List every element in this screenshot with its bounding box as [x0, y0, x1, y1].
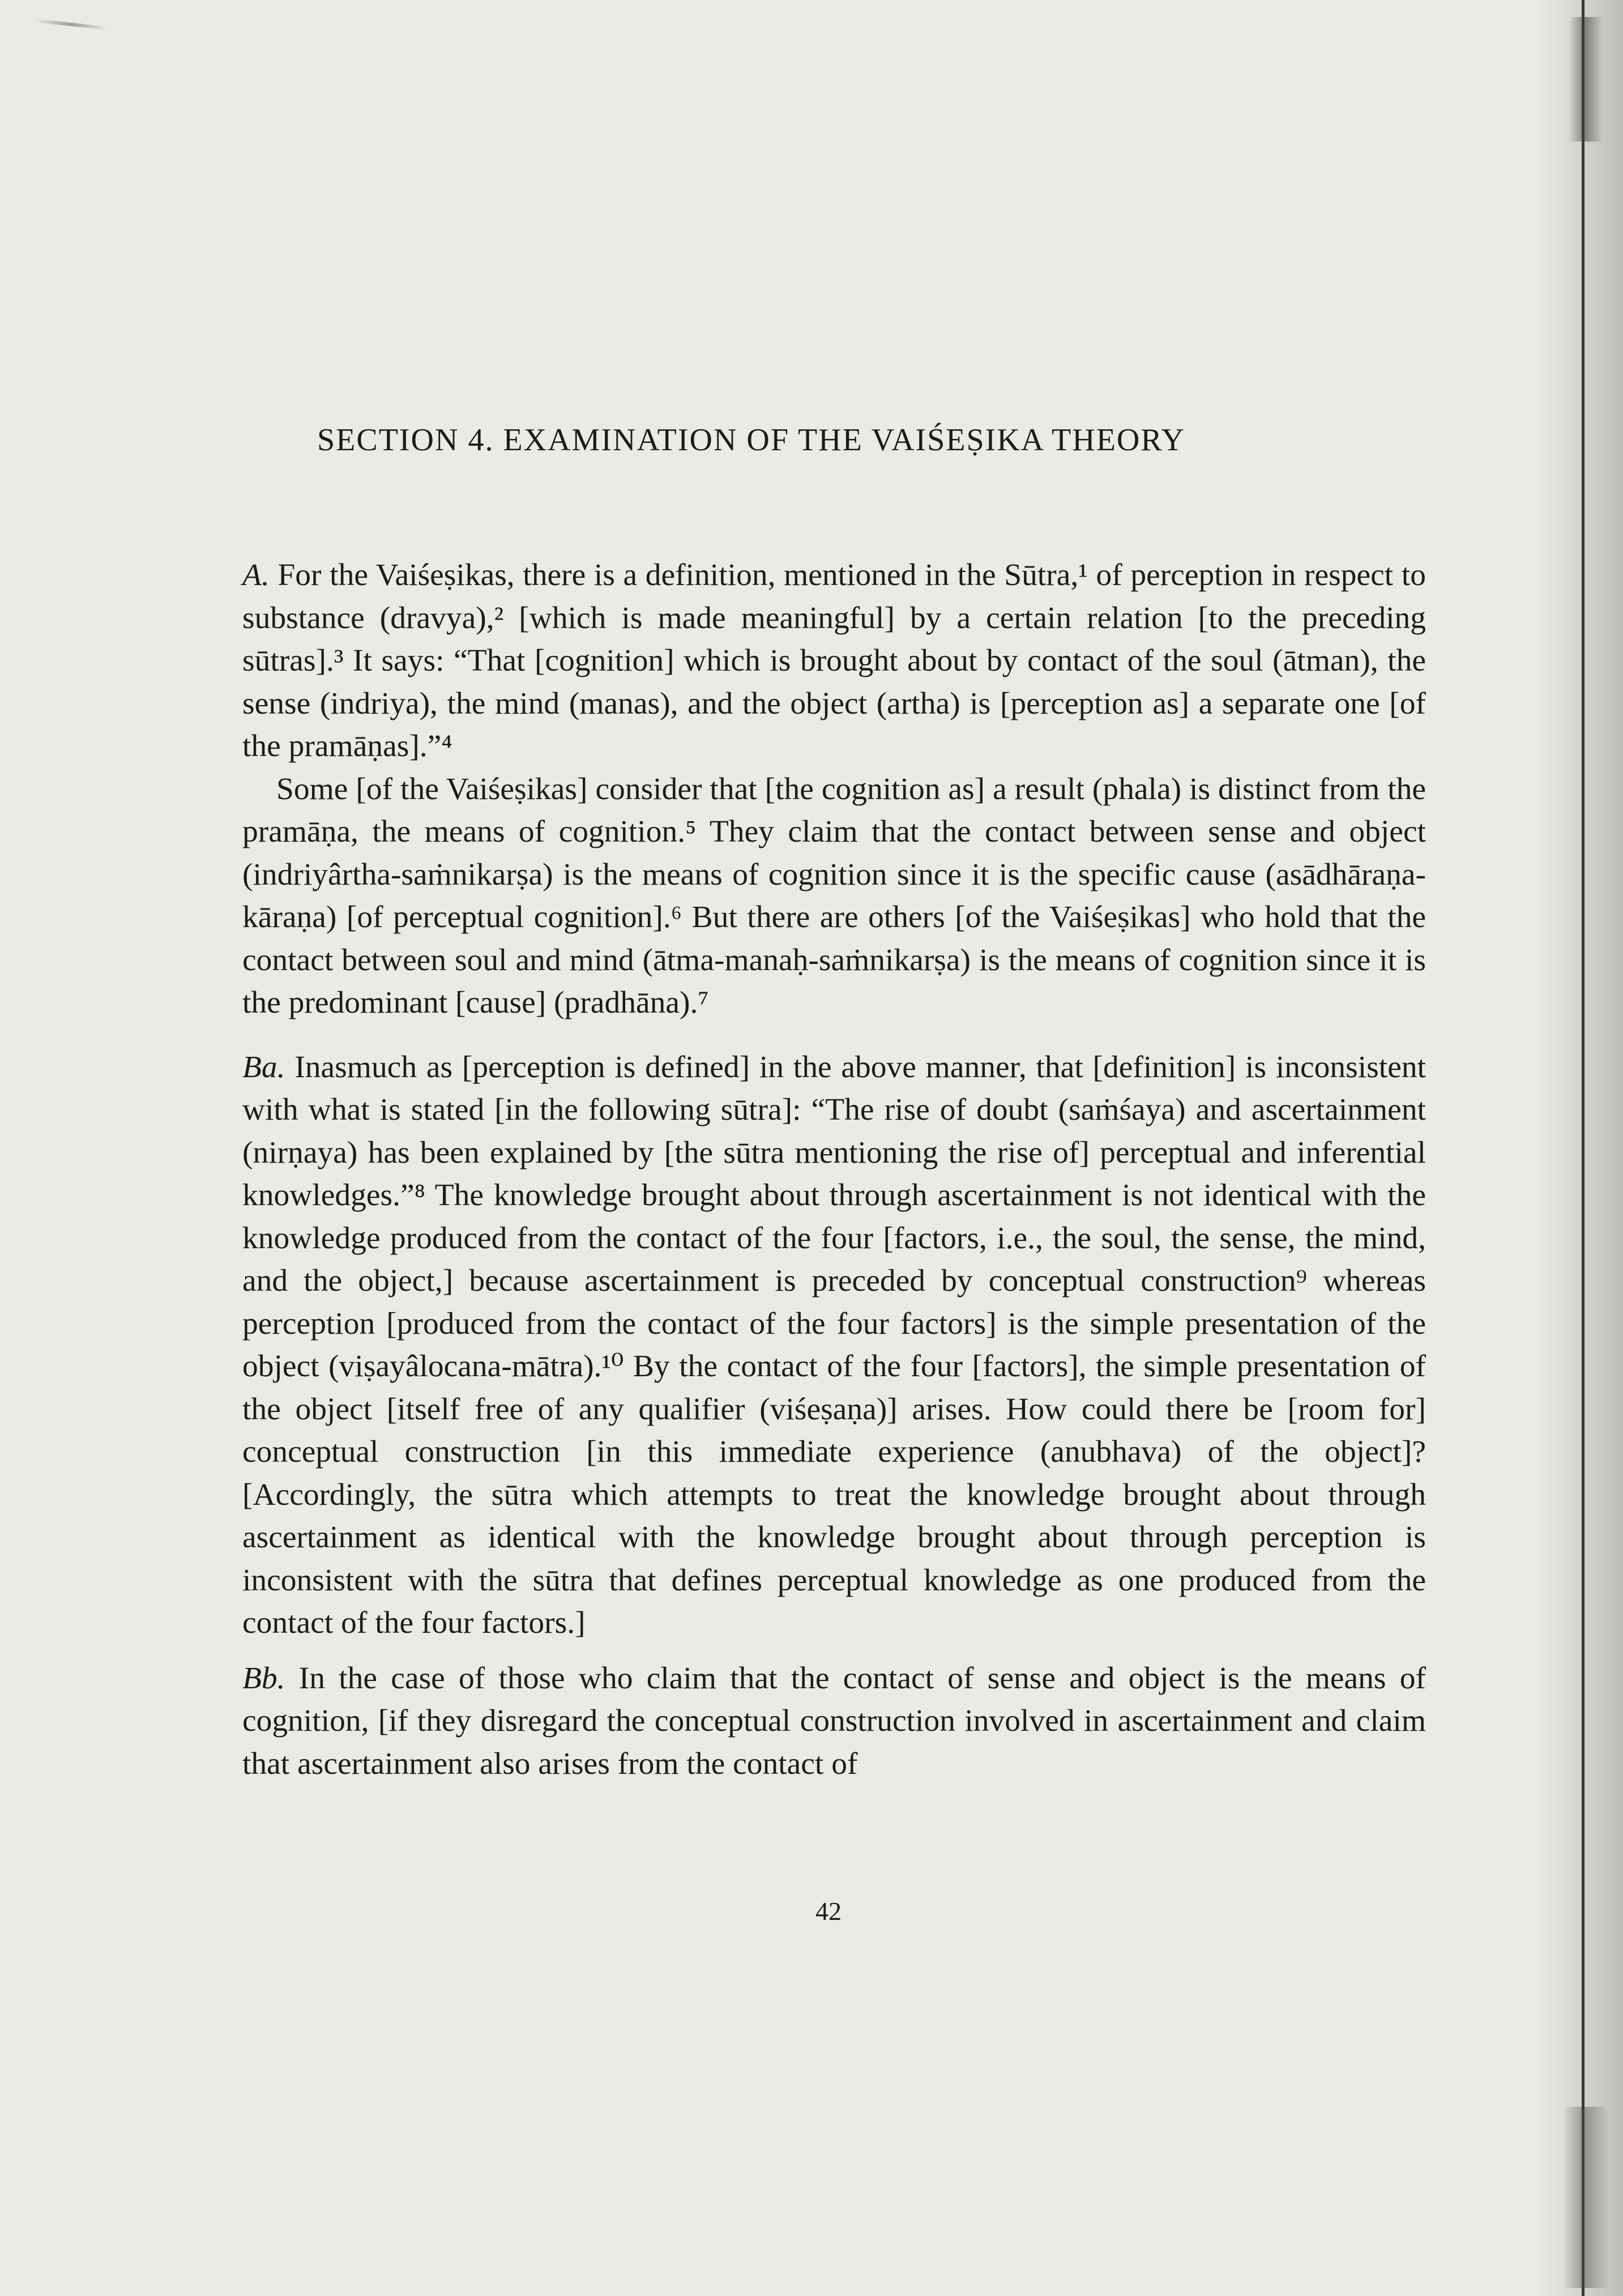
- page-number: 42: [815, 1897, 842, 1926]
- paragraph-text-a2: Some [of the Vaiśeṣikas] consider that [the cognition as] a result (phala) is distinct from the pramāṇa, the means of cognition.⁵ They claim that the contact between sense and object (indriyârtha-saṁnikarṣa) is the means of cognition since it is the specific cause (asādhāraṇa-kāraṇa) [of perceptual cognition].⁶ But there are others [of the Vaiśeṣikas] who hold that the contact between soul and mind (ātma-manaḥ-saṁnikarṣa) is the means of cognition since it is the predominant [cause] (pradhāna).⁷: [242, 771, 1426, 1020]
- paragraph-a-continued: [242, 768, 1426, 1025]
- corner-smudge: [34, 19, 108, 30]
- paragraph-text-a: For the Vaiśeṣikas, there is a definition, mentioned in the Sūtra,¹ of perception in respect to substance (dravya),² [which is made meaningful] by a certain relation [to the preceding sūtras].³ It says: “That [cognition] which is brought about by contact of the soul (ātman), the sense (indriya), the mind (manas), and the object (artha) is [perception as] a separate one [of the pramāṇas].”⁴: [242, 558, 1426, 763]
- gutter-shadow: [1538, 0, 1623, 2296]
- paragraph-a: [242, 554, 1426, 768]
- paragraph-label-ba: Ba.: [242, 1049, 285, 1085]
- paragraph-text-ba: Inasmuch as [perception is defined] in the above manner, that [definition] is inconsistent with what is stated [in the following sūtra]: “The rise of doubt (saṁśaya) and ascertainment (nirṇaya) has been explained by [the sūtra mentioning the rise of] perceptual and inferential knowledges.”⁸ The knowledge brought about through ascertainment is not identical with the knowledge produced from the contact of the four [factors, i.e., the soul, the sense, the mind, and the object,] because ascertainment is preceded by conceptual construction⁹ whereas perception [produced from the contact of the four factors] is the simple presentation of the object (viṣayâlocana-mātra).¹⁰ By the contact of the four [factors], the simple presentation of the object [itself free of any qualifier (viśeṣaṇa)] arises. How could there be [room for] conceptual construction [in this immediate experience (anubhava) of the object]? [Accordingly, the sūtra which attempts to treat the knowledge brought about through ascertainment as identical with the knowledge brought about through perception is inconsistent with the sūtra that defines perceptual knowledge as one produced from the contact of the four factors.]: [242, 1049, 1426, 1640]
- paragraph-ba: [242, 1046, 1426, 1645]
- paragraph-label-a: A.: [242, 558, 270, 592]
- paragraph-text-bb: In the case of those who claim that the contact of sense and object is the means of cognition, [if they disregard the conceptual construction involved in ascertainment and claim that ascertainment also arises from the contact of: [242, 1661, 1426, 1781]
- section-heading: SECTION 4. EXAMINATION OF THE VAIŚEṢIKA THEORY: [317, 423, 1186, 458]
- body-text: [242, 554, 1426, 1785]
- paragraph-gap: [242, 1025, 1426, 1046]
- paragraph-gap: [242, 1645, 1426, 1657]
- page-edge-smudge-top: [1569, 17, 1603, 142]
- paragraph-bb: [242, 1657, 1426, 1786]
- page-edge-smudge-bottom: [1563, 2107, 1608, 2288]
- page-edge-line: [1582, 0, 1584, 2296]
- paragraph-label-bb: Bb.: [242, 1661, 285, 1696]
